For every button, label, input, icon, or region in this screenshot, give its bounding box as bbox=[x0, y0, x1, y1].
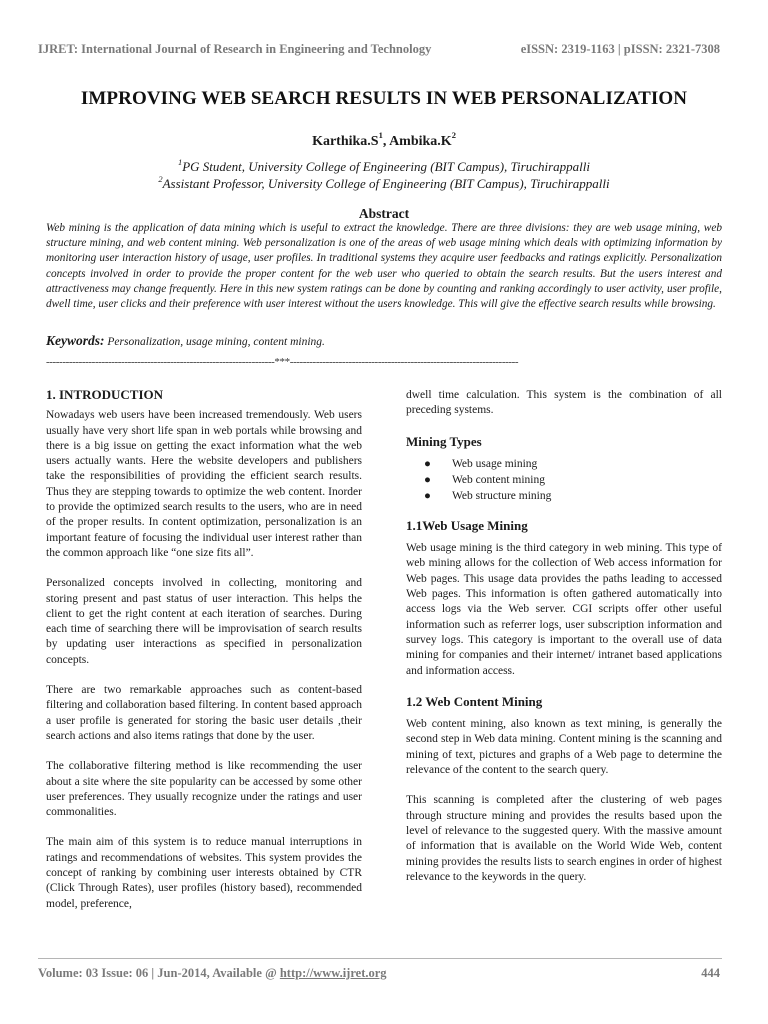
right-column bbox=[406, 388, 722, 900]
author-separator: , bbox=[382, 134, 390, 149]
left-column bbox=[46, 387, 362, 927]
affiliations bbox=[0, 158, 768, 192]
author-2: Ambika.K bbox=[389, 134, 452, 149]
intro-paragraph-4: The collaborative filtering method is like recommending the user about a site where the site popularity can be accessed by some other user preferences. They usually recognize under the ratings and user commonalities. bbox=[46, 760, 362, 819]
web-content-mining-heading: 1.2 Web Content Mining bbox=[406, 693, 543, 709]
list-item bbox=[406, 489, 722, 505]
bullet-icon: ● bbox=[424, 489, 431, 502]
journal-link[interactable]: http://www.ijret.org bbox=[279, 966, 387, 980]
author-1-mark: 1 bbox=[378, 130, 383, 141]
paper-title: IMPROVING WEB SEARCH RESULTS IN WEB PERSONALIZATION bbox=[80, 88, 688, 109]
affiliation-2-mark: 2 bbox=[158, 173, 163, 184]
page-number: 444 bbox=[701, 966, 720, 980]
author-1: Karthika.S bbox=[312, 134, 379, 149]
list-item bbox=[406, 473, 722, 489]
running-footer bbox=[38, 966, 720, 982]
author-2-mark: 2 bbox=[451, 130, 456, 141]
keywords-label: Keywords: bbox=[46, 333, 105, 348]
abstract-heading: Abstract bbox=[358, 206, 410, 221]
list-item-text: Web structure mining bbox=[452, 489, 552, 502]
footer-divider bbox=[38, 958, 722, 959]
intro-paragraph-1: Nowadays web users have been increased tremendously. Web users usually have very short life span in web portals while browsing and there is a big issue on getting the exact information what the web users actually wants. Here the website developers and publishers take the responsibilities of providing the efficient search results. Thus they are stepping towards to optimize the web content. Inorder to provide the optimized search results to the users, who are in need of the proper results. In content optimization, personalization is an important feature of focusing the individual user interest rather than the common approach like “one size fits all”. bbox=[46, 409, 362, 559]
content-paragraph-2: This scanning is completed after the clustering of web pages through structure mining and provides the results based upon the level of relevance to the suggested query. With the massive amount of information that is available on the World Wide Web, content mining provides the results lists to search engines in order of highest relevance to the keywords in the query. bbox=[406, 794, 722, 883]
affiliation-1-text: PG Student, University College of Engineering (BIT Campus), Tiruchirappalli bbox=[182, 159, 591, 174]
mining-types-list bbox=[406, 457, 722, 505]
affiliation-2 bbox=[0, 175, 768, 192]
running-header bbox=[38, 42, 720, 60]
keywords-line bbox=[46, 333, 722, 349]
footer-volume-text: Volume: 03 Issue: 06 | Jun-2014, Available @ bbox=[38, 966, 280, 980]
issn-info: eISSN: 2319-1163 | pISSN: 2321-7308 bbox=[520, 42, 720, 56]
introduction-heading: 1. INTRODUCTION bbox=[46, 387, 164, 402]
web-usage-mining-heading: 1.1Web Usage Mining bbox=[406, 517, 528, 533]
affiliation-2-text: Assistant Professor, University College of Engineering (BIT Campus), Tiruchirappalli bbox=[162, 176, 610, 191]
list-item-text: Web content mining bbox=[452, 473, 545, 486]
intro-paragraph-3: There are two remarkable approaches such as content-based filtering and collaboration based filtering. In content based approach a user profile is generated for storing the basic user details ,their search actions and also items ratings that done by the user. bbox=[46, 684, 362, 742]
footer-volume bbox=[38, 966, 387, 982]
affiliation-1-mark: 1 bbox=[177, 156, 183, 167]
intro-paragraph-2: Personalized concepts involved in collecting, monitoring and storing present and past status of user interaction. This helps the client to get the right content at each iteration of searches. During each time of searching there will be improvisation of search results by updating user interactions as specified in personalization concepts. bbox=[46, 577, 362, 666]
keywords-text: Personalization, usage mining, content mining. bbox=[104, 336, 325, 348]
authors-line bbox=[0, 130, 768, 150]
section-divider: ----------------------------------------------------------------------***---------------------------------------------------------------------- bbox=[46, 356, 519, 368]
intro-paragraph-5: The main aim of this system is to reduce manual interruptions in ratings and recommendations of websites. This system provides the concept of ranking by combining user interests obtained by CTR (Click Through Rates), user profiles (history based), recommended model, preference, bbox=[46, 836, 362, 910]
list-item-text: Web usage mining bbox=[452, 457, 538, 470]
journal-name: IJRET: International Journal of Research in Engineering and Technology bbox=[38, 42, 432, 56]
web-usage-paragraph: Web usage mining is the third category in web mining. This type of web mining allows for the collection of Web access information for Web pages. This usage data provides the paths leading to accessed Web pages. This information is often gathered automatically into access logs via the Web server. CGI scripts offer other useful information such as referrer logs, user subscription information and survey logs. This category is important to the overall use of data mining for companies and their internet/ intranet based applications and information access. bbox=[406, 542, 722, 677]
affiliation-1 bbox=[0, 158, 768, 175]
mining-types-heading: Mining Types bbox=[406, 433, 482, 449]
list-item bbox=[406, 457, 722, 473]
bullet-icon: ● bbox=[424, 473, 431, 486]
abstract-text: Web mining is the application of data mining which is useful to extract the knowledge. There are three divisions: they are web usage mining, web structure mining, and web content mining. Web personalization is one of the areas of web usage mining which deals with optimizing information by monitoring user interaction history of usage, user profiles. In traditional systems they acquire user feedbacks and ratings explicitly. Personalization concepts involved in order to provide the proper content for the web user who queried to obtain the search results. But the users interest and attractiveness may change frequently. Here in this new system ratings can be done by counting and ranking accordingly to user activity, user profile, dwell time, user clicks and their preference with user interest without the users knowledge. This will give the effective search results while browsing. bbox=[46, 222, 722, 311]
content-paragraph-1: Web content mining, also known as text mining, is generally the second step in Web data mining. Content mining is the scanning and mining of text, pictures and graphs of a Web page to determine the relevance of the content to the search query. bbox=[406, 718, 722, 777]
bullet-icon: ● bbox=[424, 457, 431, 470]
continuation-paragraph: dwell time calculation. This system is the combination of all preceding systems. bbox=[406, 389, 722, 417]
